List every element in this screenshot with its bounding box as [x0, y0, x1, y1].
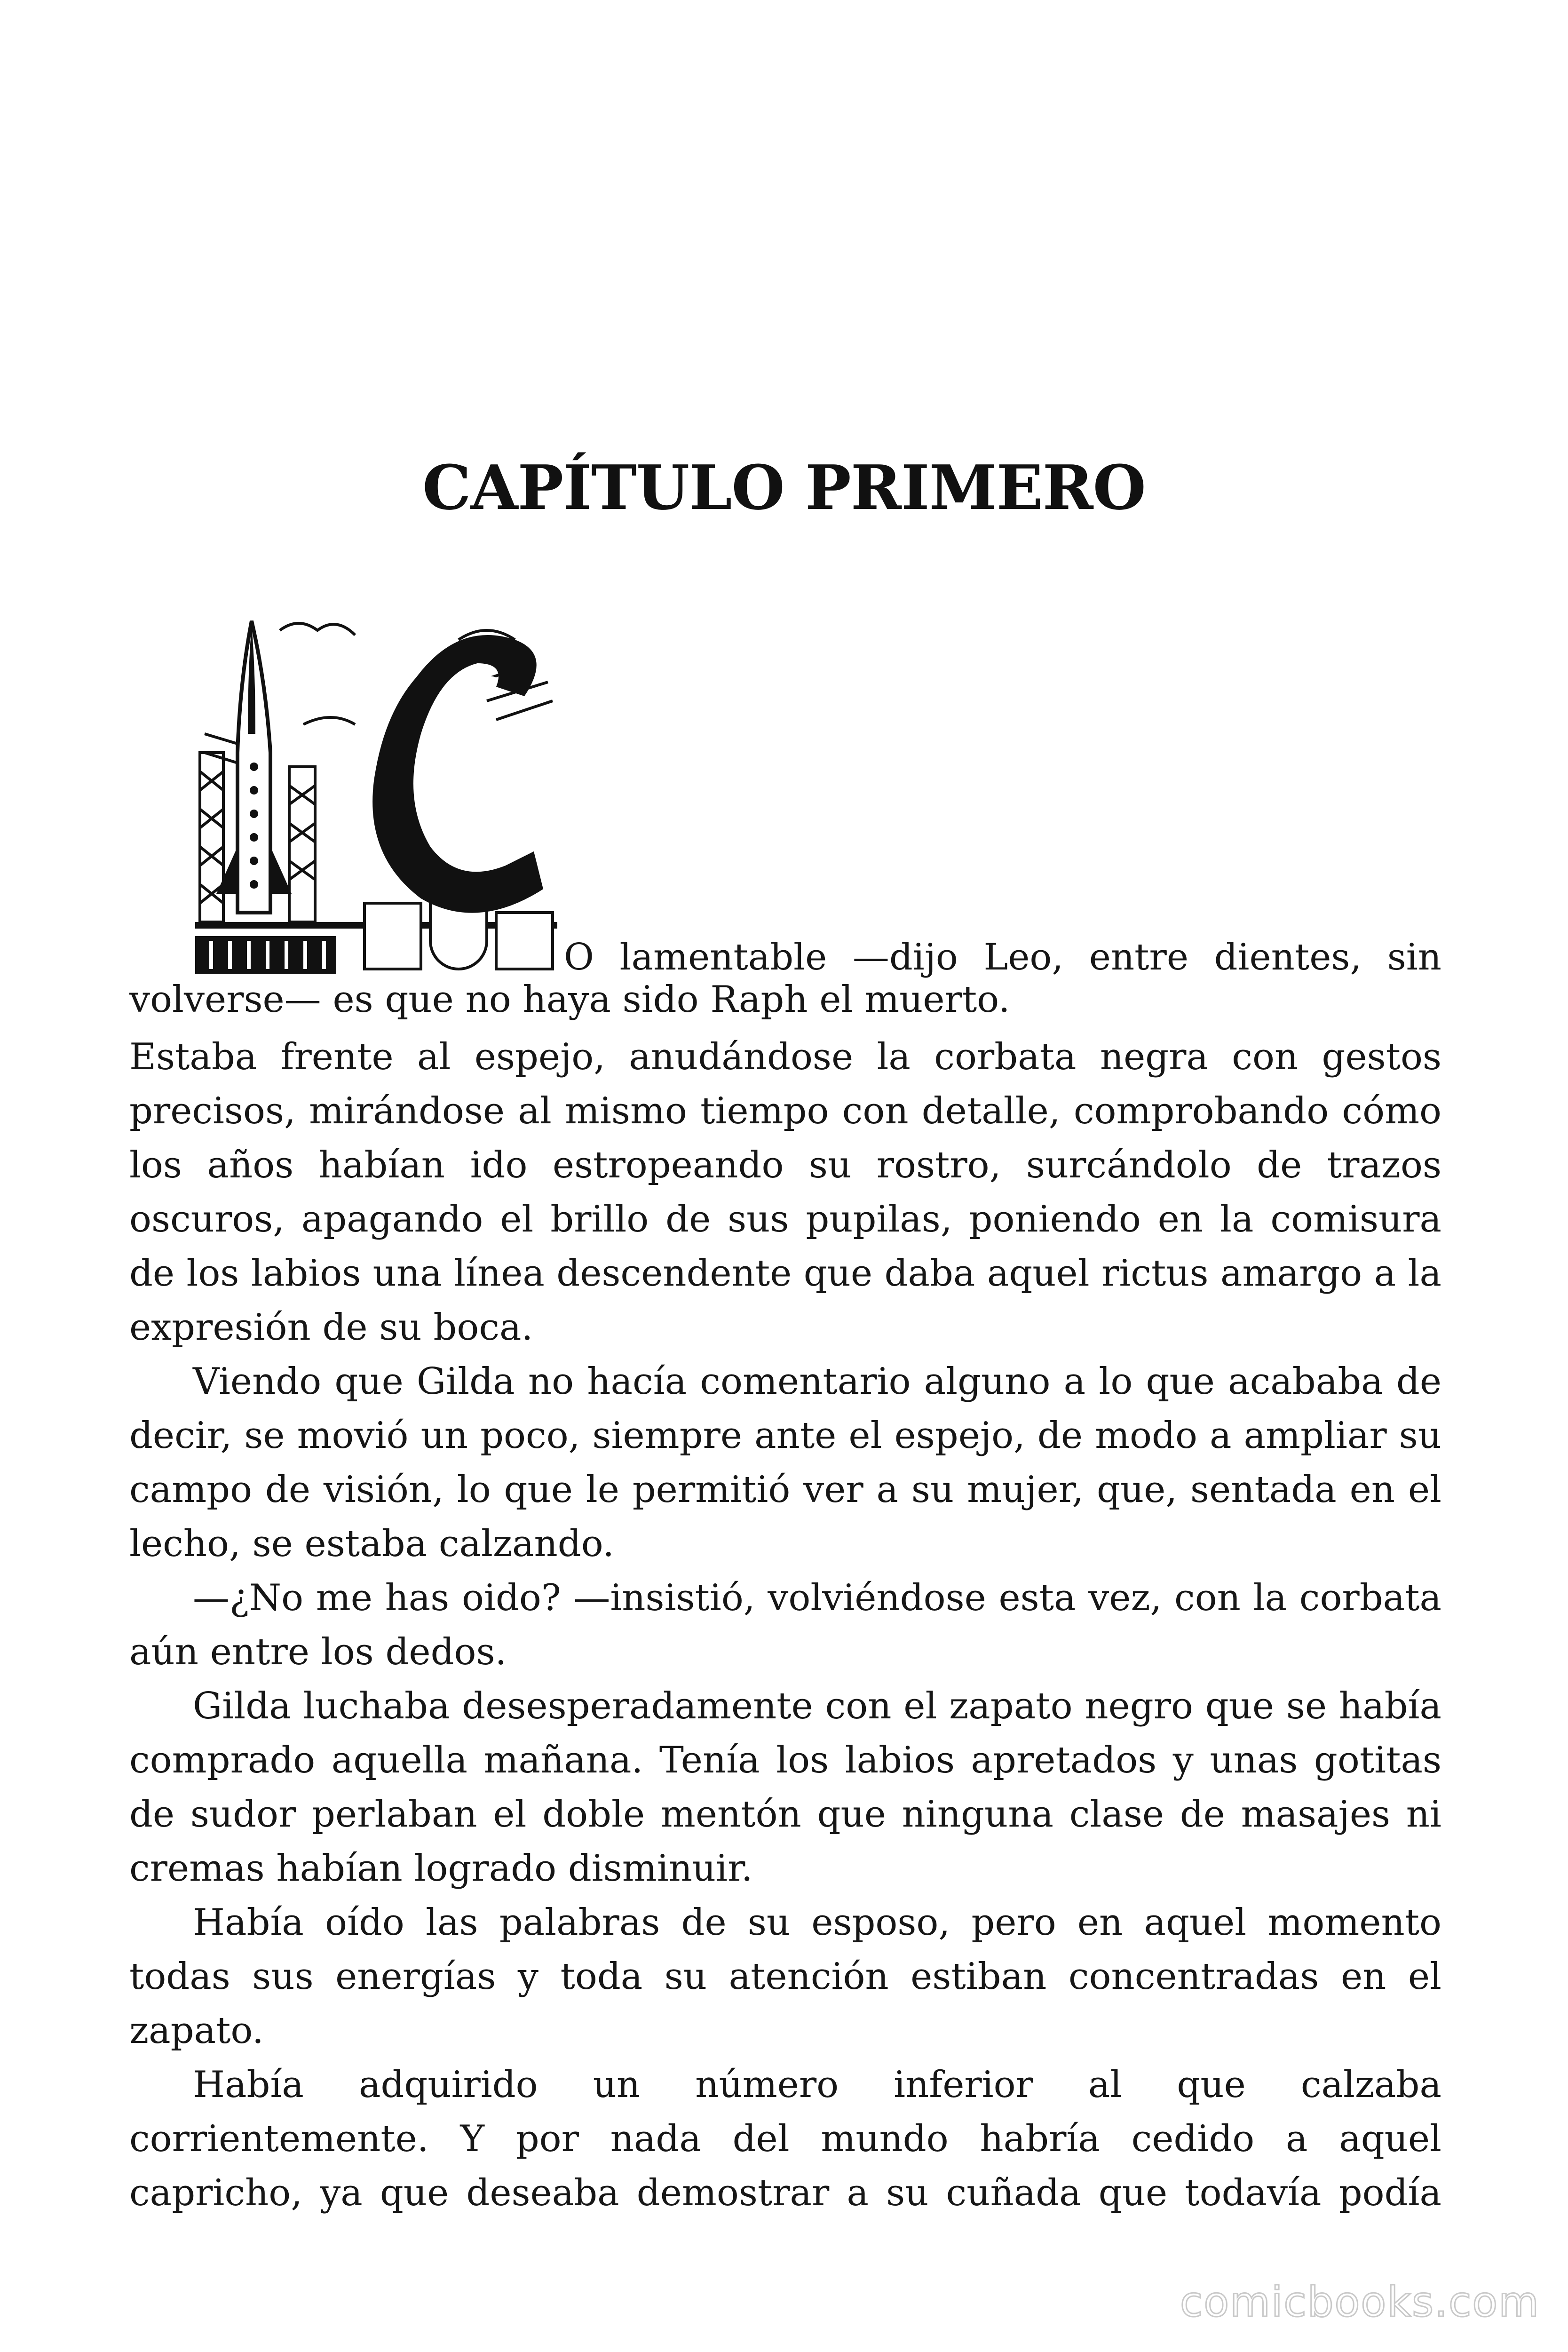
paragraph: Viendo que Gilda no hacía comentario alguno a lo que acababa de decir, se movió un poco, siempre ante el espejo, de modo a ampliar su campo de visión, lo que le permitió ver a su mujer, que, sentada en el lecho, se estaba calzando.: [129, 1360, 1441, 1565]
paragraph: Estaba frente al espejo, anudándose la corbata negra con gestos precisos, mirándose al mismo tiempo con detalle, comprobando cómo los años habían ido estropeando su rostro, surcándolo de trazos oscuros, apagando el brillo de sus pupilas, poniendo en la comisura de los labios una línea descendente que daba aquel rictus amargo a la expresión de su boca.: [129, 1036, 1441, 1349]
watermark: comicbooks.com: [1180, 2278, 1540, 2326]
dropcap-illustration: [195, 612, 557, 974]
body-text: [129, 1030, 1441, 2220]
paragraph: Había oído las palabras de su esposo, pero en aquel momento todas sus energías y toda su atención estiban concentradas en el zapato.: [129, 1901, 1441, 2052]
paragraph: —¿No me has oido? —insistió, volviéndose esta vez, con la corbata aún entre los dedos.: [129, 1577, 1441, 1673]
opening-paragraph: O lamentable —dijo Leo, entre dientes, sin volverse— es que no haya sido Raph el muerto.: [129, 936, 1441, 1021]
paragraph: Gilda luchaba desesperadamente con el zapato negro que se había comprado aquella mañana. Tenía los labios apretados y unas gotitas de sudor perlaban el doble mentón que ninguna clase de masajes ni cremas habían logrado disminuir.: [129, 1685, 1441, 1890]
chapter-title: CAPÍTULO PRIMERO: [422, 452, 1146, 524]
paragraph: Había adquirido un número inferior al que calzaba corrientemente. Y por nada del mundo habría cedido a aquel capricho, ya que deseaba demostrar a su cuñada que todavía podía: [129, 2064, 1441, 2214]
